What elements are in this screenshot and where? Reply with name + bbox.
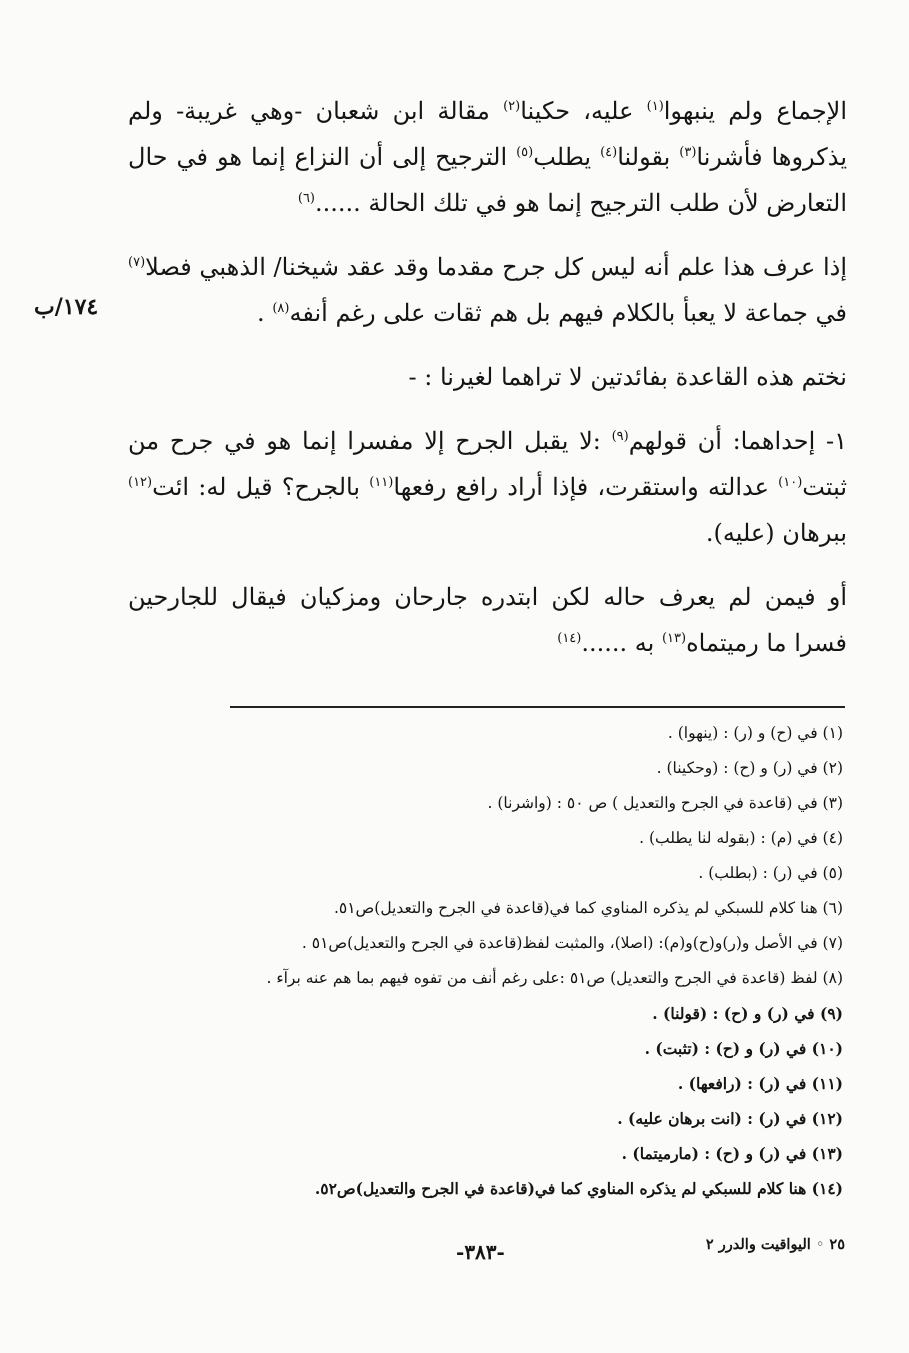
footnote-reference: (٤) (600, 145, 618, 160)
footnote-reference: (١٤) (557, 631, 582, 646)
paragraph-text: مقالة ابن شعبان -وهي غريبة- ولم يذكروها فأشرنا (128, 97, 847, 171)
footnote: (١٤) هنا كلام للسبكي لم يذكره المناوي كما في(قاعدة في الجرح والتعديل)ص٥٢. (314, 1179, 843, 1198)
footnote: (٢) في (ر) و (ح) : (وحكينا) . (656, 759, 843, 777)
footnote-reference: (١٣) (661, 631, 687, 646)
paragraph-gap (128, 336, 847, 354)
paragraph-text: يطلب (533, 143, 601, 171)
footnote-separator (230, 706, 845, 708)
paragraph (128, 418, 847, 556)
footnote: (١٢) في (ر) : (انت برهان عليه) . (617, 1109, 843, 1128)
paragraph (128, 244, 847, 336)
paragraph-text: عليه، حكينا (520, 97, 647, 125)
footnotes (120, 716, 843, 1206)
footnote: (٧) في الأصل و(ر)و(ح)و(م): (اصلا)، والمثبت لفظ(قاعدة في الجرح والتعديل)ص٥١ . (301, 934, 843, 952)
footnote: (١٣) في (ر) و (ح) : (مارميتما) . (621, 1144, 843, 1163)
footnote-reference: (١١) (369, 475, 394, 490)
paragraph (128, 88, 847, 226)
footnote: (٣) في (قاعدة في الجرح والتعديل ) ص ٥٠ : (واشرنا) . (487, 794, 843, 812)
footnote-reference: (٢) (503, 99, 521, 114)
footnote: (٩) في (ر) و (ح) : (قولنا) . (652, 1004, 843, 1023)
footnote: (١) في (ح) و (ر) : (ينهوا) . (667, 724, 843, 742)
paragraph-text: نختم هذه القاعدة بفائدتين لا تراهما لغيرنا : - (408, 363, 847, 391)
manuscript-folio-marker: ١٧٤/ب (34, 294, 99, 320)
paragraph-text: ١- إحداهما: أن قولهم (628, 427, 847, 455)
paragraph-gap (128, 226, 847, 244)
paragraph-text: أو فيمن لم يعرف حاله لكن ابتدره جارحان ومزكيان فيقال للجارحين فسرا ما رميتماه (128, 583, 847, 657)
footnote: (١١) في (ر) : (رافعها) . (677, 1074, 843, 1093)
footnote: (٤) في (م) : (بقوله لنا يطلب) . (639, 829, 843, 847)
footnote-reference: (٦) (297, 191, 315, 206)
main-text (128, 88, 847, 666)
footnote-reference: (٧) (128, 255, 146, 270)
paragraph-text: عدالته واستقرت، فإذا أراد رافع رفعها (393, 473, 779, 501)
footnote: (٨) لفظ (قاعدة في الجرح والتعديل) ص٥١ :على رغم أنف من تفوه فيهم بما هم عنه برآء . (266, 969, 843, 987)
footnote: (١٠) في (ر) و (ح) : (تثبت) . (644, 1039, 843, 1058)
page-number: -٣٨٣- (456, 1240, 505, 1264)
paragraph-text: . (257, 299, 273, 327)
paragraph-gap (128, 400, 847, 418)
footnote-reference: (١٢) (128, 475, 153, 490)
paragraph (128, 574, 847, 666)
paragraph-text: في جماعة لا يعبأ بالكلام فيهم بل هم ثقات على رغم أنفه (289, 299, 847, 327)
paragraph-text: :لا يقبل الجرح إلا مفسرا إنما هو في جرح من ثبتت (128, 427, 848, 501)
footnote-reference: (٣) (679, 145, 697, 160)
footnote: (٦) هنا كلام للسبكي لم يذكره المناوي كما في(قاعدة في الجرح والتعديل)ص٥١. (333, 899, 843, 917)
paragraph-text: به ...... (581, 629, 662, 657)
paragraph-text: بالجرح؟ قيل له: ائت (152, 473, 370, 501)
paragraph-text: الإجماع ولم ينبهوا (663, 97, 848, 125)
footnote-reference: (٨) (272, 301, 290, 316)
paragraph-text: بقولنا (617, 143, 680, 171)
book-signature: ٢٥ ◦ اليواقيت والدرر ٢ (705, 1236, 845, 1253)
footnote-reference: (٥) (516, 145, 534, 160)
paragraph-text: الترجيح إلى أن النزاع إنما هو في حال التعارض لأن طلب الترجيح إنما هو في تلك الحالة ...... (128, 143, 847, 217)
paragraph (128, 354, 847, 400)
footnote: (٥) في (ر) : (بطلب) . (698, 864, 843, 882)
paragraph-text: ببرهان (عليه). (705, 519, 847, 547)
paragraph-gap (128, 556, 847, 574)
paragraph-text: إذا عرف هذا علم أنه ليس كل جرح مقدما وقد عقد شيخنا/ الذهبي فصلا (145, 253, 848, 281)
footnote-reference: (١٠) (778, 475, 803, 490)
footnote-reference: (١) (646, 99, 664, 114)
footnote-reference: (٩) (611, 429, 629, 444)
